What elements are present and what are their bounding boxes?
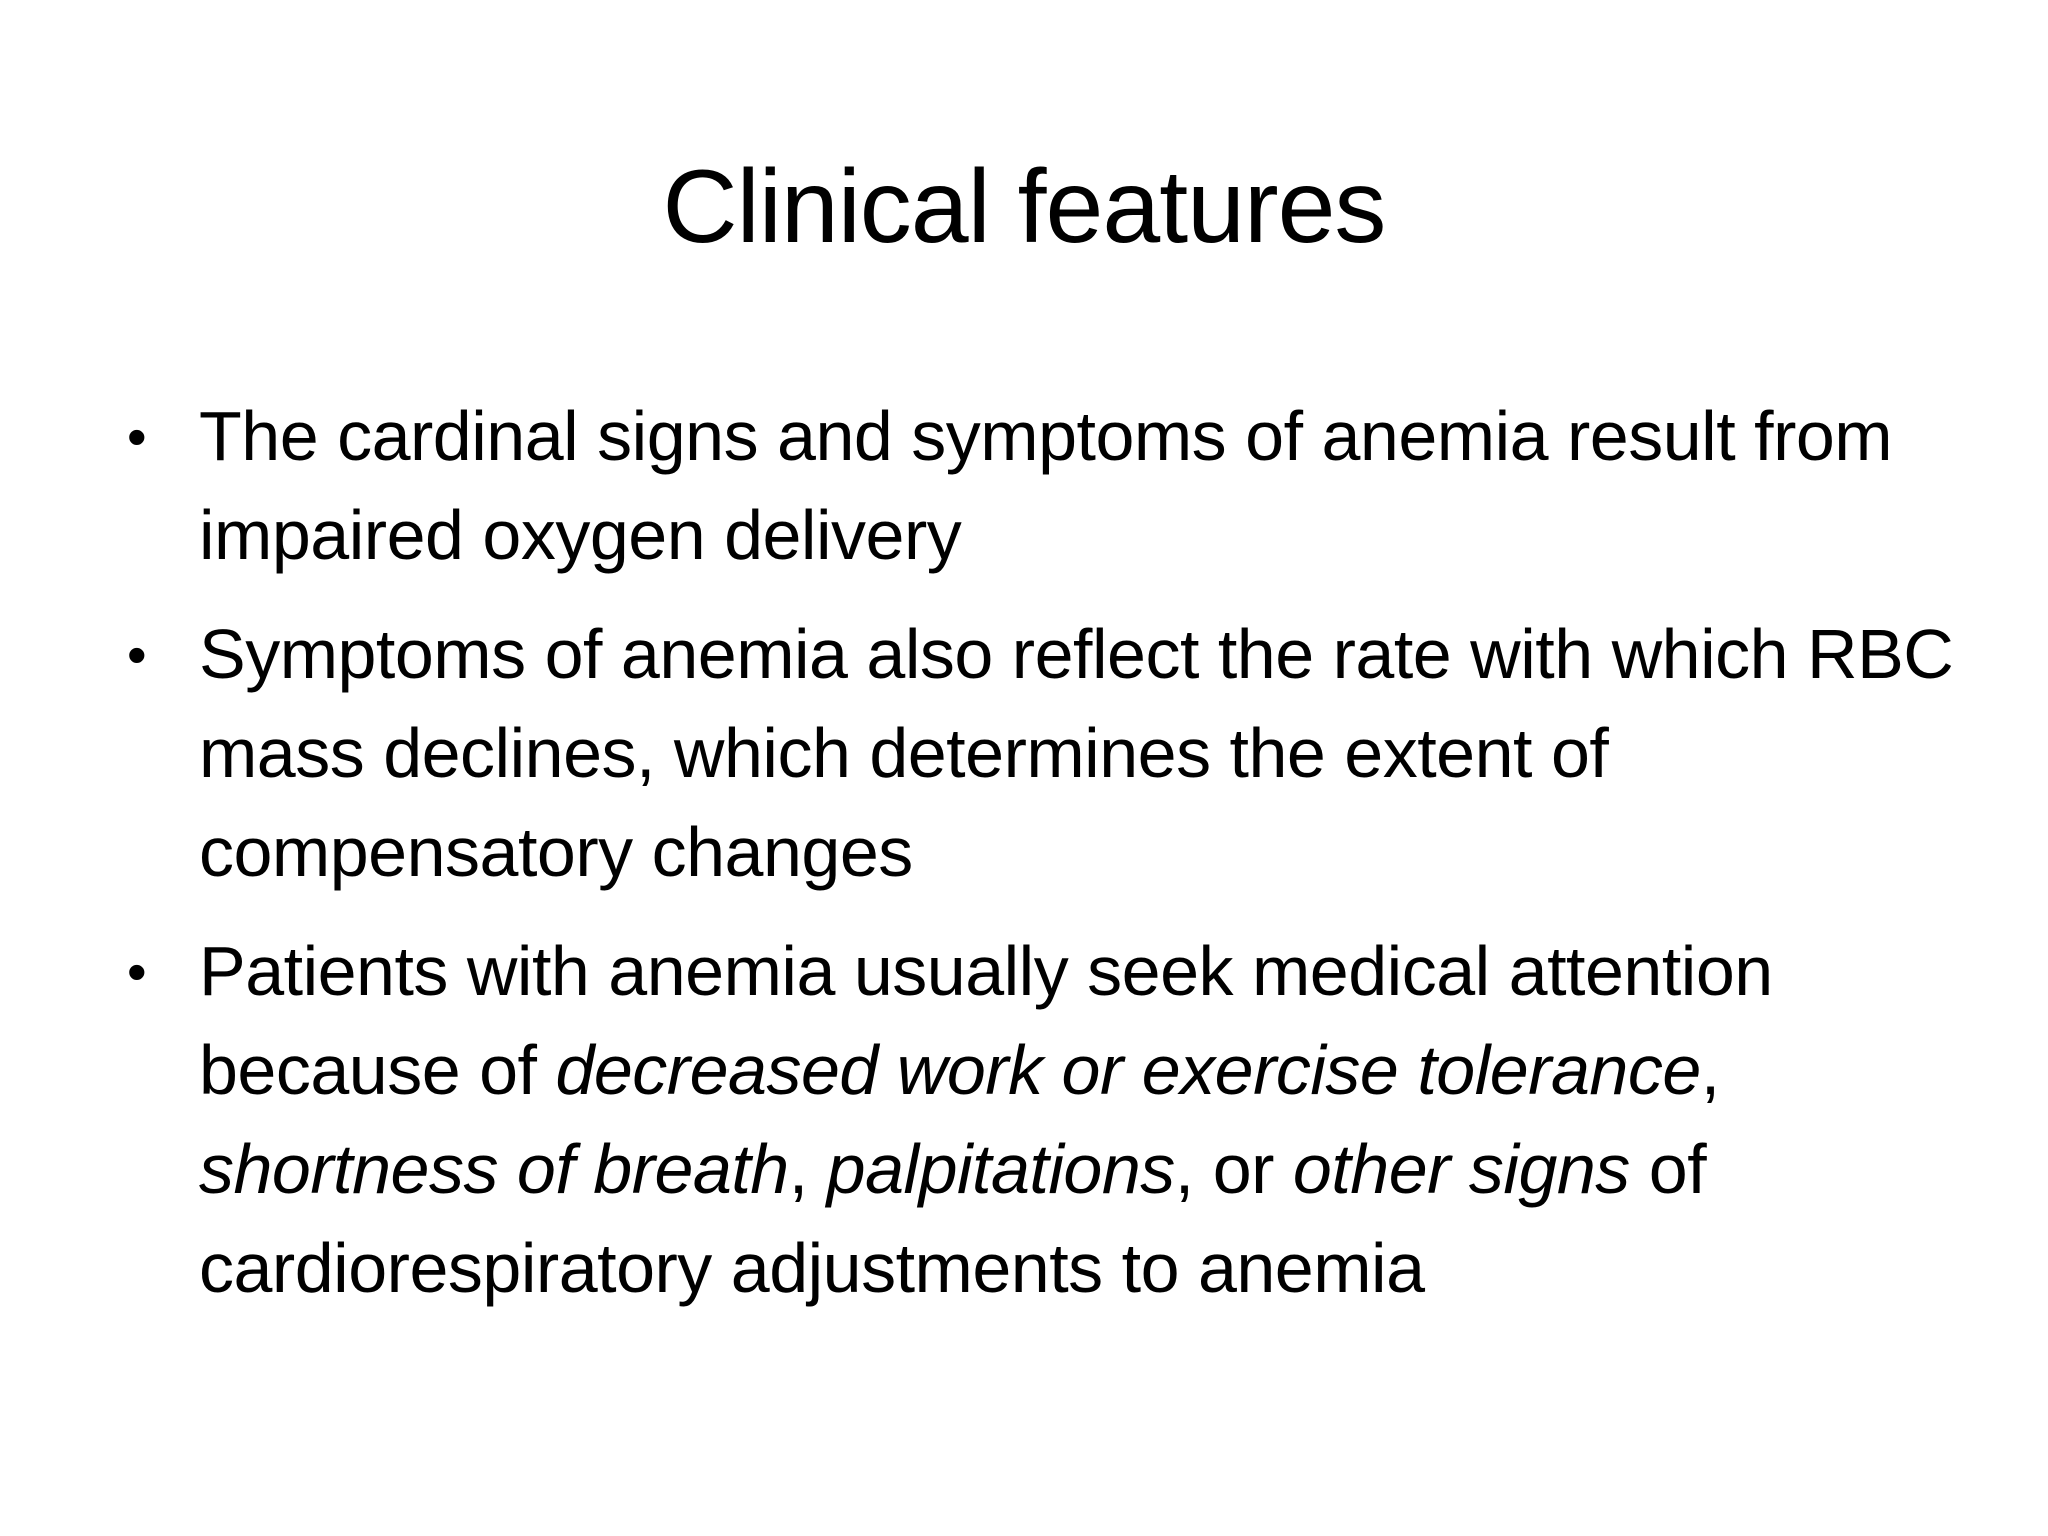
bullet-text-emphasis: shortness of breath (199, 1130, 789, 1208)
bullet-text-segment: , (1700, 1031, 1720, 1109)
bullet-text-segment: , or (1174, 1130, 1293, 1208)
bullet-text (199, 932, 1773, 1307)
bullet-text-emphasis: decreased work or exercise tolerance (555, 1031, 1701, 1109)
bullet-marker: • (127, 405, 147, 468)
bullet-marker: • (127, 940, 147, 1003)
bullet-item (122, 605, 1972, 902)
bullet-item (122, 922, 1972, 1318)
bullet-text-segment: Patients with anemia usually seek medical attention because of (199, 932, 1773, 1109)
bullet-text: Symptoms of anemia also reflect the rate with which RBC mass declines, which determines the extent of compensatory changes (199, 615, 1954, 891)
bullet-text-emphasis: palpitations (826, 1130, 1175, 1208)
bullet-list (122, 387, 1972, 1318)
bullet-text-emphasis: other signs (1292, 1130, 1630, 1208)
bullet-text-segment: , (788, 1130, 827, 1208)
bullet-marker: • (127, 623, 147, 686)
slide-title: Clinical features (662, 149, 1386, 265)
bullet-item (122, 387, 1972, 585)
bullet-text-segment: of cardiorespiratory adjustments to anemia (199, 1130, 1707, 1307)
bullet-text: The cardinal signs and symptoms of anemia result from impaired oxygen delivery (199, 397, 1893, 574)
